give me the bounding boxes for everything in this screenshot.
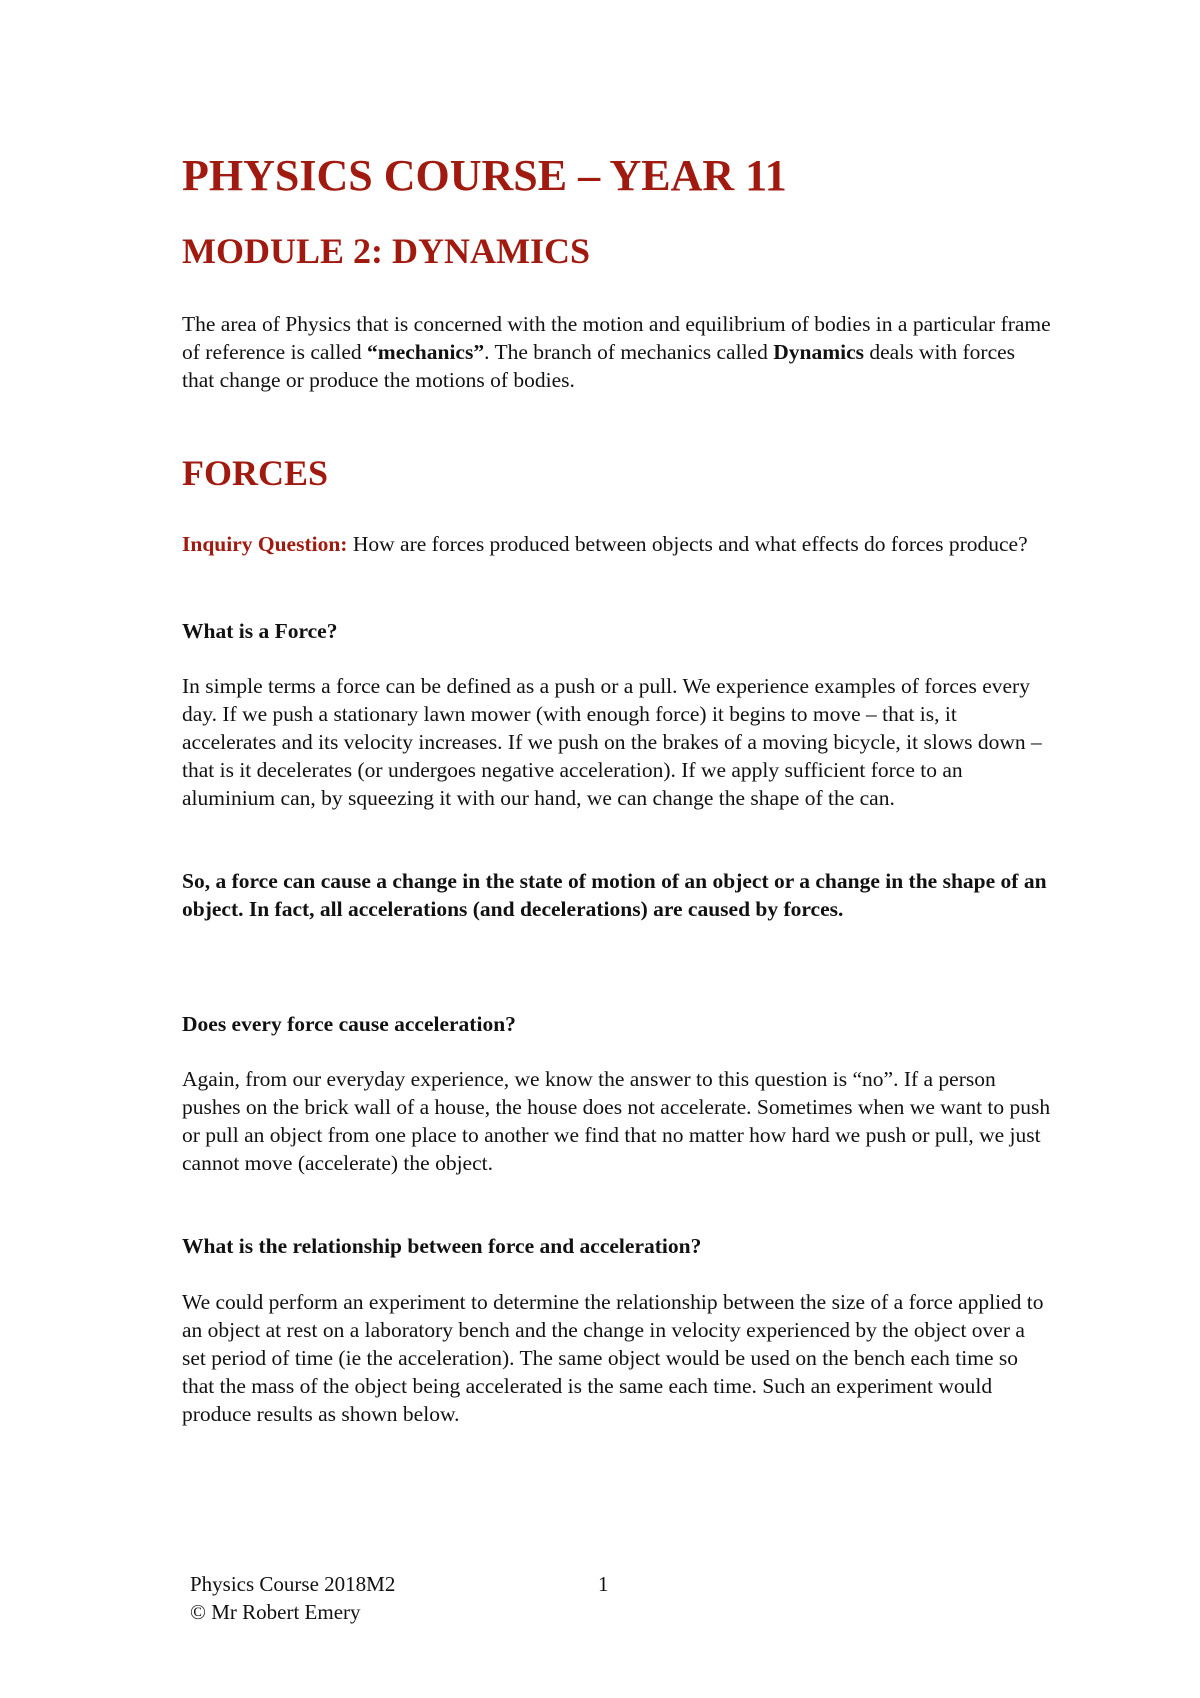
page-number: 1	[598, 1572, 609, 1596]
intro-paragraph: The area of Physics that is concerned with the motion and equilibrium of bodies in a particular frame of reference is called “mechanics”. The branch of mechanics called Dynamics deals with forces that change or produce the motions of bodies.	[182, 312, 1051, 392]
dynamics-term: Dynamics	[773, 340, 864, 364]
experiment-paragraph: We could perform an experiment to determine the relationship between the size of a force applied to an object at rest on a laboratory bench and the change in velocity experienced by the object over a set period of time (ie the acceleration). The same object would be used on the bench each time so that the mass of the object being accelerated is the same each time. Such an experiment would produce results as shown below.	[182, 1290, 1044, 1426]
force-summary-paragraph: So, a force can cause a change in the state of motion of an object or a change in the shape of an object. In fact, all accelerations (and decelerations) are caused by forces.	[182, 869, 1047, 921]
inquiry-question	[182, 530, 1052, 558]
acceleration-answer-paragraph: Again, from our everyday experience, we know the answer to this question is “no”. If a person pushes on the brick wall of a house, the house does not accelerate. Sometimes when we want to push or pull an object from one place to another we find that no matter how hard we push or pull, we just cannot move (accelerate) the object.	[182, 1067, 1051, 1175]
what-is-force-heading: What is a Force?	[182, 619, 338, 643]
footer-copyright: © Mr Robert Emery	[190, 1600, 361, 1624]
inquiry-text: How are forces produced between objects and what effects do forces produce?	[347, 532, 1028, 556]
relationship-heading: What is the relationship between force and acceleration?	[182, 1234, 702, 1258]
force-definition-paragraph: In simple terms a force can be defined as a push or a pull. We experience examples of forces every day. If we push a stationary lawn mower (with enough force) it begins to move – that is, it accelerates and its velocity increases. If we push on the brakes of a moving bicycle, it slows down – that is it decelerates (or undergoes negative acceleration). If we apply sufficient force to an aluminium can, by squeezing it with our hand, we can change the shape of the can.	[182, 674, 1042, 810]
page-title: PHYSICS COURSE – YEAR 11	[182, 151, 787, 200]
footer-course: Physics Course 2018M2	[190, 1572, 396, 1596]
inquiry-label: Inquiry Question:	[182, 532, 348, 556]
module-title: MODULE 2: DYNAMICS	[182, 231, 590, 271]
acceleration-question-heading: Does every force cause acceleration?	[182, 1012, 516, 1036]
mechanics-term: “mechanics”	[367, 340, 485, 364]
forces-heading: FORCES	[182, 453, 329, 493]
footer	[190, 1570, 395, 1626]
